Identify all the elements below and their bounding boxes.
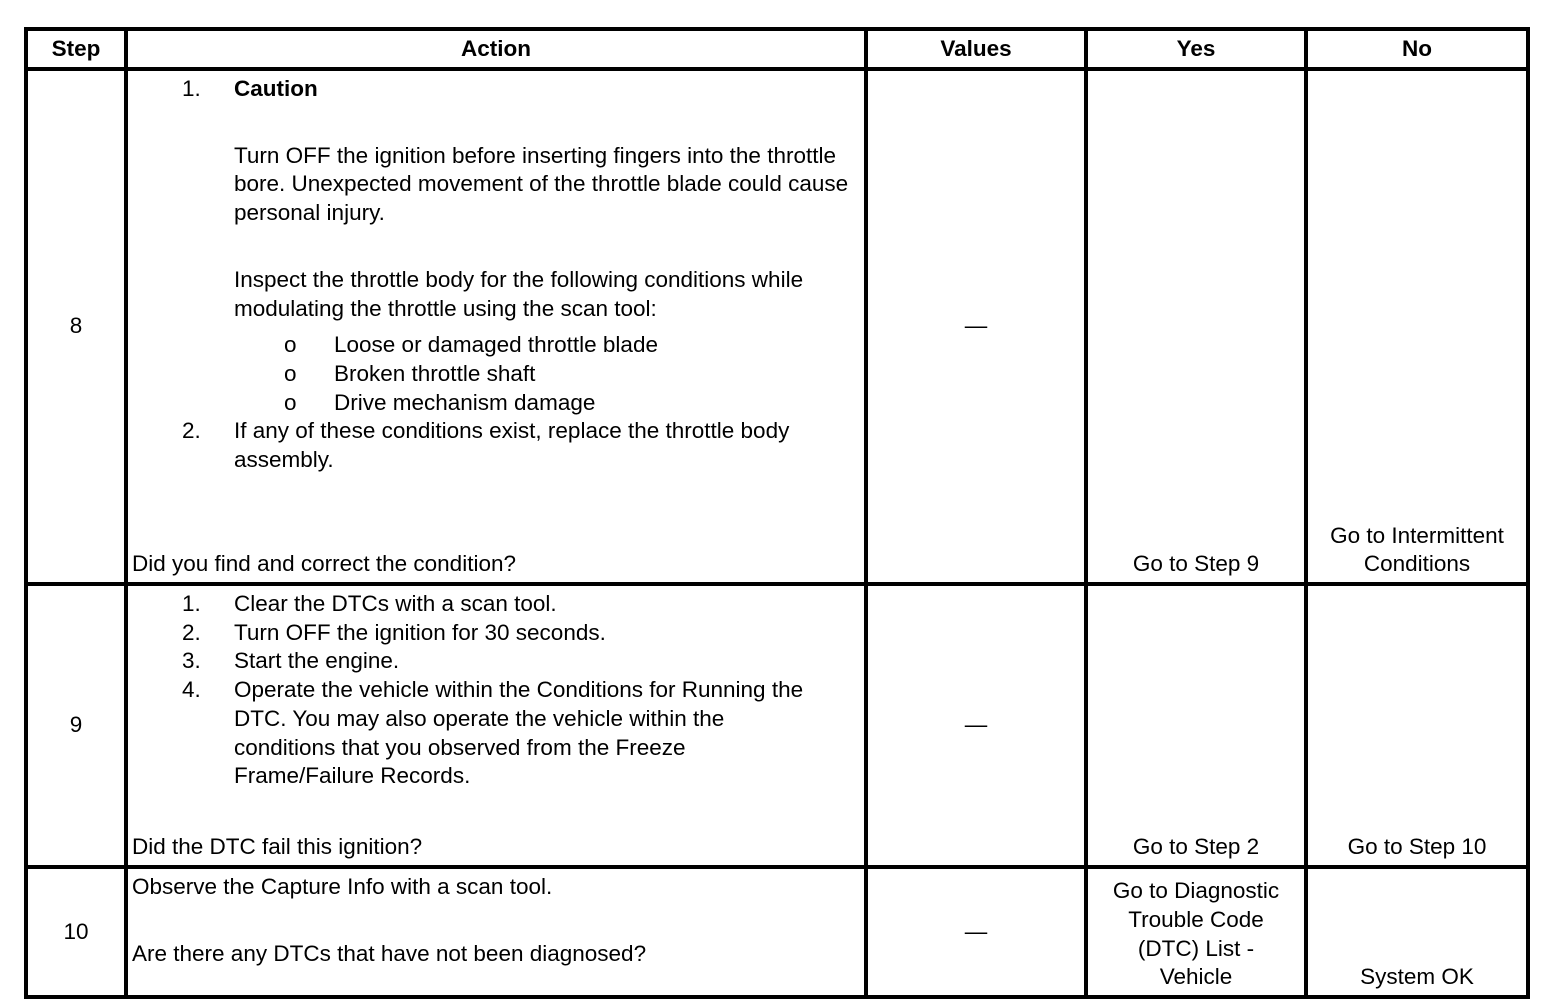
list-item xyxy=(132,619,860,648)
header-values: Values xyxy=(866,29,1086,69)
item-number: 1. xyxy=(182,591,201,616)
header-row xyxy=(26,29,1528,69)
no-cell: Go to Intermittent Conditions xyxy=(1306,69,1528,584)
item-text: If any of these conditions exist, replace the throttle body assembly. xyxy=(234,418,790,473)
header-yes: Yes xyxy=(1086,29,1306,69)
action-cell xyxy=(126,584,866,867)
list-item xyxy=(132,676,860,791)
action-text: Observe the Capture Info with a scan tool. xyxy=(132,874,553,899)
list-item xyxy=(234,389,860,418)
action-cell xyxy=(126,69,866,584)
header-action: Action xyxy=(126,29,866,69)
condition-text: Drive mechanism damage xyxy=(334,389,596,415)
item-number: 3. xyxy=(182,648,201,674)
list-item xyxy=(132,647,860,676)
yes-cell: Go to Step 9 xyxy=(1086,69,1306,584)
item-text: Start the engine. xyxy=(234,648,400,674)
item-text: Clear the DTCs with a scan tool. xyxy=(234,591,557,616)
step-number: 10 xyxy=(26,867,126,997)
condition-list xyxy=(132,331,860,417)
item-number: 4. xyxy=(182,677,201,703)
question-text: Are there any DTCs that have not been diagnosed? xyxy=(132,940,647,966)
item-text: Operate the vehicle within the Conditions for Running the DTC. You may also operate the vehicle within the conditions that you observed from the Freeze Frame/Failure Records. xyxy=(234,677,804,789)
caution-text: Turn OFF the ignition before inserting fingers into the throttle bore. Unexpected movement of the throttle blade could cause personal injury. xyxy=(234,142,849,226)
header-step: Step xyxy=(26,29,126,69)
yes-cell: Go to Diagnostic Trouble Code (DTC) List - Vehicle xyxy=(1086,867,1306,997)
action-list xyxy=(132,417,860,474)
question-text: Did the DTC fail this ignition? xyxy=(132,834,423,860)
condition-text: Loose or damaged throttle blade xyxy=(334,332,658,358)
no-cell: System OK xyxy=(1306,867,1528,997)
caution-heading: Caution xyxy=(234,76,318,101)
action-list xyxy=(132,590,860,791)
diagnostic-table xyxy=(24,27,1530,999)
bullet-icon: o xyxy=(284,360,297,386)
table-row xyxy=(26,867,1528,997)
item-number: 1. xyxy=(182,76,201,101)
list-item xyxy=(234,331,860,360)
item-number: 2. xyxy=(182,619,201,645)
table-row xyxy=(26,69,1528,584)
list-item xyxy=(132,75,860,323)
action-cell xyxy=(126,867,866,997)
values-cell: — xyxy=(866,69,1086,584)
step-number: 9 xyxy=(26,584,126,867)
item-number: 2. xyxy=(182,418,201,444)
no-cell: Go to Step 10 xyxy=(1306,584,1528,867)
table-row xyxy=(26,584,1528,867)
inspect-text: Inspect the throttle body for the following conditions while modulating the throttle using the scan tool: xyxy=(234,266,804,321)
header-no: No xyxy=(1306,29,1528,69)
list-item xyxy=(132,417,860,474)
list-item xyxy=(132,590,860,619)
question-text: Did you find and correct the condition? xyxy=(132,551,516,577)
values-cell: — xyxy=(866,584,1086,867)
condition-text: Broken throttle shaft xyxy=(334,360,536,386)
item-text: Turn OFF the ignition for 30 seconds. xyxy=(234,619,606,645)
step-number: 8 xyxy=(26,69,126,584)
values-cell: — xyxy=(866,867,1086,997)
action-list xyxy=(132,75,860,323)
bullet-icon: o xyxy=(284,389,297,415)
list-item xyxy=(234,360,860,389)
bullet-icon: o xyxy=(284,332,297,358)
yes-cell: Go to Step 2 xyxy=(1086,584,1306,867)
